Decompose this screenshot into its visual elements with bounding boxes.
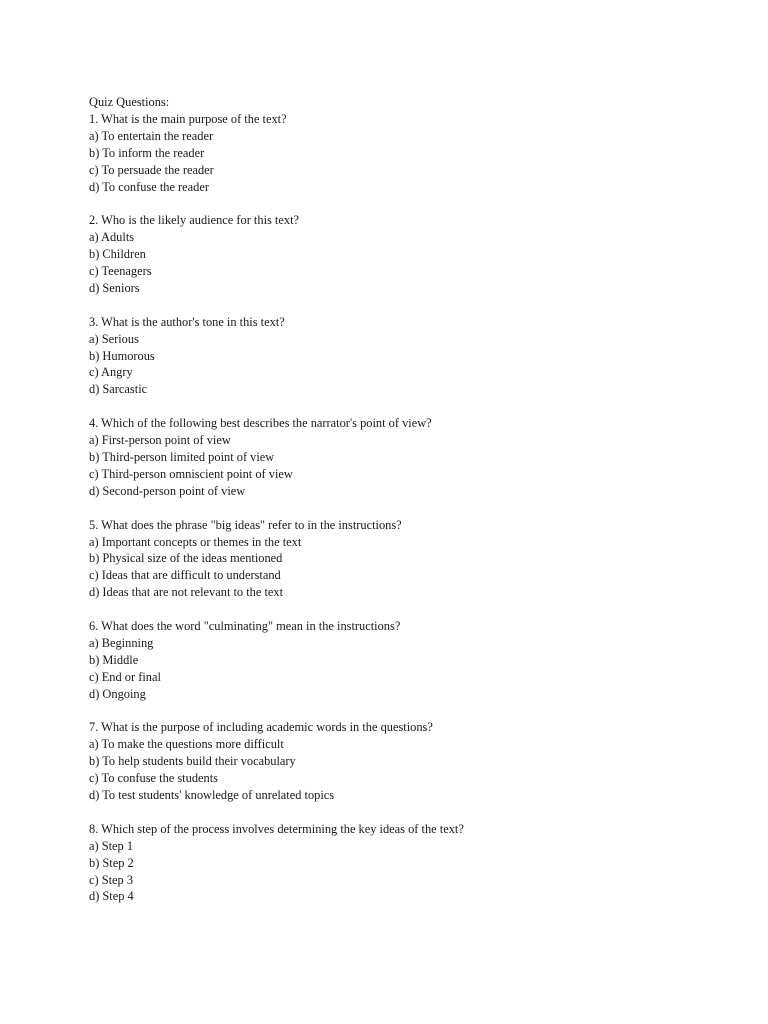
- answer-options: [89, 736, 729, 804]
- question-text: 7. What is the purpose of including academic words in the questions?: [89, 720, 433, 735]
- answer-option: b) Children: [89, 247, 146, 262]
- answer-option: b) Step 2: [89, 855, 134, 870]
- question-list: [89, 111, 729, 905]
- answer-option: c) Ideas that are difficult to understand: [89, 568, 281, 583]
- question-block: [89, 314, 729, 399]
- question-text: 5. What does the phrase "big ideas" refer to in the instructions?: [89, 517, 402, 532]
- answer-option: d) Ongoing: [89, 686, 146, 701]
- answer-option: b) Middle: [89, 652, 139, 667]
- answer-options: [89, 838, 729, 906]
- quiz-heading: Quiz Questions:: [89, 95, 170, 109]
- answer-option: c) To persuade the reader: [89, 162, 214, 177]
- question-block: [89, 415, 729, 500]
- answer-option: b) To inform the reader: [89, 145, 205, 160]
- answer-option: c) To confuse the students: [89, 771, 218, 786]
- question-block: [89, 517, 729, 602]
- question-block: [89, 111, 729, 196]
- question-text: 1. What is the main purpose of the text?: [89, 111, 287, 126]
- answer-option: d) To confuse the reader: [89, 179, 210, 194]
- answer-option: d) Sarcastic: [89, 382, 148, 397]
- answer-option: b) Physical size of the ideas mentioned: [89, 551, 283, 566]
- answer-option: c) End or final: [89, 669, 161, 684]
- answer-options: [89, 229, 729, 297]
- answer-option: d) Second-person point of view: [89, 483, 246, 498]
- answer-option: a) To entertain the reader: [89, 128, 214, 143]
- answer-options: [89, 534, 729, 602]
- answer-options: [89, 635, 729, 703]
- answer-option: b) Third-person limited point of view: [89, 449, 275, 464]
- question-block: [89, 821, 729, 906]
- answer-option: c) Third-person omniscient point of view: [89, 466, 293, 481]
- answer-options: [89, 331, 729, 399]
- answer-option: a) To make the questions more difficult: [89, 737, 284, 752]
- question-text: 4. Which of the following best describes the narrator's point of view?: [89, 416, 432, 431]
- answer-option: d) To test students' knowledge of unrelated topics: [89, 788, 335, 803]
- answer-option: d) Step 4: [89, 889, 134, 904]
- answer-option: a) First-person point of view: [89, 433, 231, 448]
- answer-option: c) Angry: [89, 365, 133, 380]
- answer-option: a) Step 1: [89, 838, 134, 853]
- question-text: 2. Who is the likely audience for this text?: [89, 213, 300, 228]
- question-block: [89, 212, 729, 297]
- answer-option: d) Seniors: [89, 280, 140, 295]
- answer-option: b) Humorous: [89, 348, 155, 363]
- document-page: [89, 94, 729, 922]
- answer-options: [89, 128, 729, 196]
- answer-option: c) Step 3: [89, 872, 134, 887]
- answer-option: a) Important concepts or themes in the text: [89, 534, 302, 549]
- answer-option: b) To help students build their vocabulary: [89, 754, 296, 769]
- answer-option: c) Teenagers: [89, 264, 152, 279]
- question-text: 3. What is the author's tone in this text?: [89, 314, 285, 329]
- answer-option: d) Ideas that are not relevant to the text: [89, 585, 284, 600]
- question-text: 8. Which step of the process involves determining the key ideas of the text?: [89, 821, 464, 836]
- answer-options: [89, 432, 729, 500]
- answer-option: a) Beginning: [89, 635, 154, 650]
- question-text: 6. What does the word "culminating" mean in the instructions?: [89, 619, 401, 634]
- answer-option: a) Serious: [89, 331, 139, 346]
- question-block: [89, 618, 729, 703]
- question-block: [89, 719, 729, 804]
- answer-option: a) Adults: [89, 230, 135, 245]
